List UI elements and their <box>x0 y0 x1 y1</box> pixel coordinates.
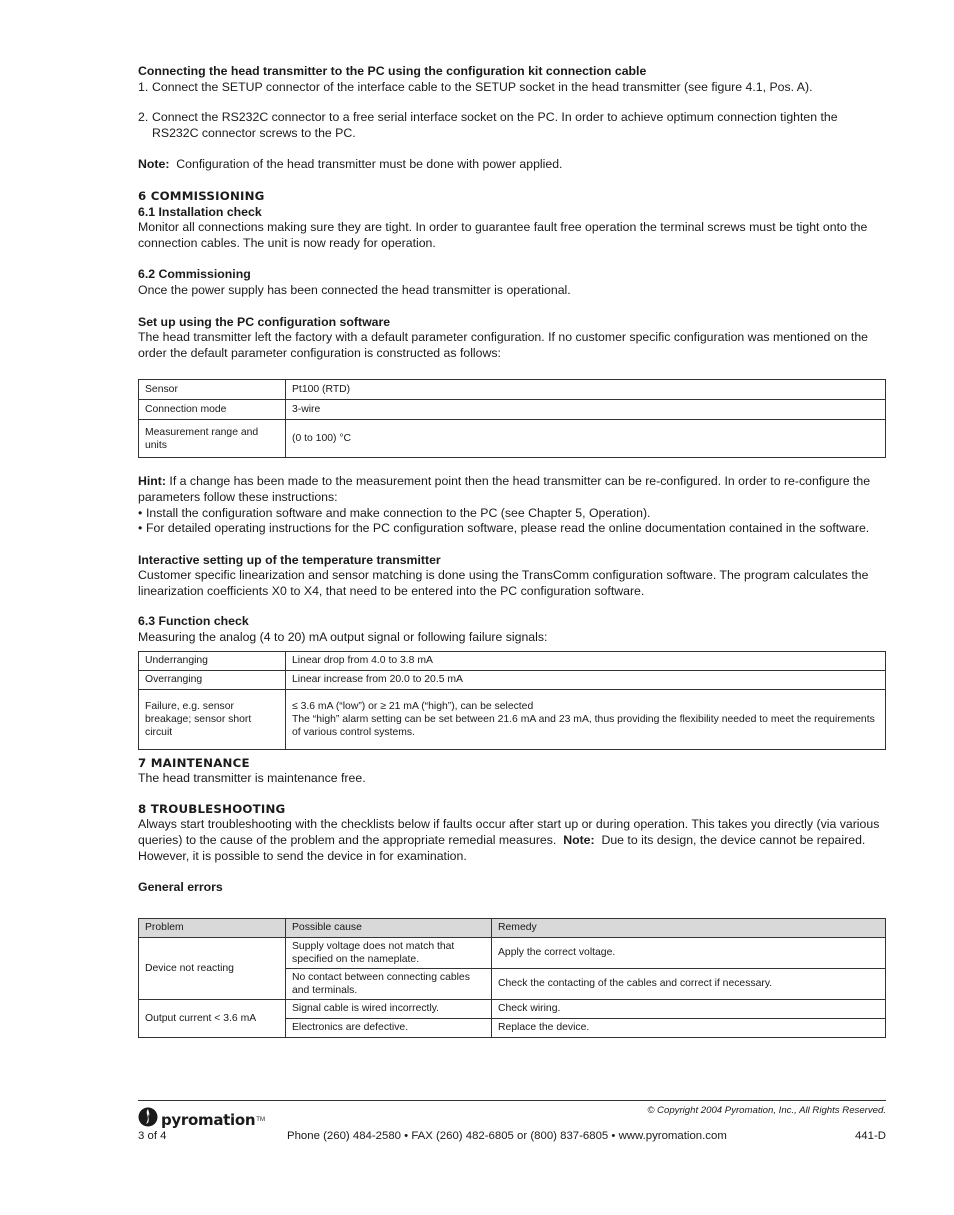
signal-value <box>286 689 886 749</box>
remedy-cell: Check wiring. <box>492 999 886 1018</box>
connect-heading: Connecting the head transmitter to the PC using the configuration kit connection cable <box>138 64 647 78</box>
connect-step-2 <box>138 110 886 141</box>
copyright-text: © Copyright 2004 Pyromation, Inc., All Rights Reserved. <box>647 1105 886 1116</box>
step-text: Connect the SETUP connector of the interface cable to the SETUP socket in the head transmitter (see figure 4.1, Pos. A). <box>152 79 813 94</box>
table-row <box>139 651 886 670</box>
table-row <box>139 380 886 400</box>
signal-label: Overranging <box>139 670 286 689</box>
troubleshooting-text-b: Due to its design, the device cannot be repaired. However, it is possible to send the device in for examination. <box>138 833 866 863</box>
function-check-heading: 6.3 Function check <box>138 614 249 629</box>
logo-text: pyromation <box>161 1110 256 1129</box>
config-value: (0 to 100) °C <box>286 420 886 458</box>
troubleshooting-table <box>138 918 886 1038</box>
config-label: Connection mode <box>139 400 286 420</box>
signal-value: Linear drop from 4.0 to 3.8 mA <box>286 651 886 670</box>
document-body <box>138 64 886 1038</box>
general-errors-heading: General errors <box>138 880 223 895</box>
cause-cell: Signal cable is wired incorrectly. <box>286 999 492 1018</box>
column-header: Remedy <box>492 918 886 937</box>
list-item-text: For detailed operating instructions for the PC configuration software, please read the online documentation contained in the software. <box>146 521 870 536</box>
note-text: Configuration of the head transmitter must be done with power applied. <box>176 157 563 172</box>
remedy-cell: Apply the correct voltage. <box>492 937 886 968</box>
page-footer <box>138 1100 886 1142</box>
remedy-cell: Replace the device. <box>492 1018 886 1037</box>
maintenance-text: The head transmitter is maintenance free. <box>138 771 366 786</box>
column-header: Possible cause <box>286 918 492 937</box>
config-label: Measurement range and units <box>139 420 286 458</box>
default-config-table <box>138 379 886 458</box>
list-item-text: Install the configuration software and make connection to the PC (see Chapter 5, Operation). <box>146 505 651 520</box>
problem-cell: Device not reacting <box>139 937 286 999</box>
page-number: 3 of 4 <box>138 1130 167 1142</box>
installation-check-text: Monitor all connections making sure they are tight. In order to guarantee fault free operation the terminal screws must be tight onto the connection cables. The unit is now ready for operation. <box>138 220 868 250</box>
table-row <box>139 937 886 968</box>
contact-info: Phone (260) 484-2580 • FAX (260) 482-6805 or (800) 837-6805 • www.pyromation.com <box>287 1130 727 1142</box>
cause-cell: Supply voltage does not match that specified on the nameplate. <box>286 937 492 968</box>
interactive-heading: Interactive setting up of the temperature transmitter <box>138 552 441 567</box>
signal-value-line: ≤ 3.6 mA (“low”) or ≥ 21 mA (“high”), can be selected <box>292 700 534 712</box>
commissioning-text: Once the power supply has been connected the head transmitter is operational. <box>138 282 571 297</box>
commissioning-heading: 6 COMMISSIONING <box>138 188 265 203</box>
troubleshooting-heading: 8 TROUBLESHOOTING <box>138 801 286 816</box>
troubleshooting-text <box>138 817 886 864</box>
step-text: Connect the RS232C connector to a free serial interface socket on the PC. In order to achieve optimum connection tighten the RS232C connector screws to the PC. <box>152 110 838 140</box>
signal-label: Underranging <box>139 651 286 670</box>
flame-icon <box>138 1106 158 1133</box>
bullet-icon: • <box>138 521 143 536</box>
failure-signals-table <box>138 651 886 750</box>
troubleshooting-text-a: Always start troubleshooting with the checklists below if faults occur after start up or during operation. This takes you directly (via various queries) to the cause of the problem and the appropriate remedial measures. <box>138 817 880 848</box>
step-number: 2. <box>138 110 149 125</box>
table-row <box>139 999 886 1018</box>
connect-note <box>138 157 886 173</box>
hint-label: Hint: <box>138 474 166 489</box>
table-row <box>139 400 886 420</box>
trademark-mark: TM <box>256 1116 265 1123</box>
maintenance-heading: 7 MAINTENANCE <box>138 755 250 770</box>
signal-label: Failure, e.g. sensor breakage; sensor short circuit <box>139 689 286 749</box>
bullet-icon: • <box>138 505 143 520</box>
list-item <box>138 506 886 522</box>
config-value: Pt100 (RTD) <box>286 380 886 400</box>
connect-step-1 <box>138 80 886 96</box>
document-id: 441-D <box>854 1130 886 1142</box>
step-number: 1. <box>138 79 149 94</box>
hint-text: If a change has been made to the measurement point then the head transmitter can be re-configured. In order to re-configure the parameters follow these instructions: <box>138 474 871 504</box>
column-header: Problem <box>139 918 286 937</box>
config-value: 3-wire <box>286 400 886 420</box>
hint-paragraph <box>138 474 886 505</box>
table-row <box>139 689 886 749</box>
setup-heading: Set up using the PC configuration software <box>138 314 391 329</box>
remedy-cell: Check the contacting of the cables and correct if necessary. <box>492 968 886 999</box>
function-check-text: Measuring the analog (4 to 20) mA output signal or following failure signals: <box>138 630 548 645</box>
table-row <box>139 420 886 458</box>
interactive-text: Customer specific linearization and sensor matching is done using the TransComm configuration software. The program calculates the linearization coefficients X0 to X4, that need to be entered into the PC configuration software. <box>138 568 869 598</box>
config-label: Sensor <box>139 380 286 400</box>
list-item <box>138 521 886 537</box>
pyromation-logo <box>138 1106 265 1133</box>
signal-value: Linear increase from 20.0 to 20.5 mA <box>286 670 886 689</box>
note-label: Note: <box>563 833 595 848</box>
cause-cell: No contact between connecting cables and terminals. <box>286 968 492 999</box>
table-header-row <box>139 918 886 937</box>
table-row <box>139 670 886 689</box>
note-label: Note: <box>138 157 170 172</box>
cause-cell: Electronics are defective. <box>286 1018 492 1037</box>
installation-check-heading: 6.1 Installation check <box>138 204 262 219</box>
problem-cell: Output current < 3.6 mA <box>139 999 286 1037</box>
commissioning-subheading: 6.2 Commissioning <box>138 267 251 282</box>
signal-value-detail: The “high” alarm setting can be set between 21.6 mA and 23 mA, thus providing the flexibility needed to meet the requirements of various control systems. <box>292 713 875 738</box>
setup-text: The head transmitter left the factory with a default parameter configuration. If no customer specific configuration was mentioned on the order the default parameter configuration is constructed as follows: <box>138 330 869 360</box>
